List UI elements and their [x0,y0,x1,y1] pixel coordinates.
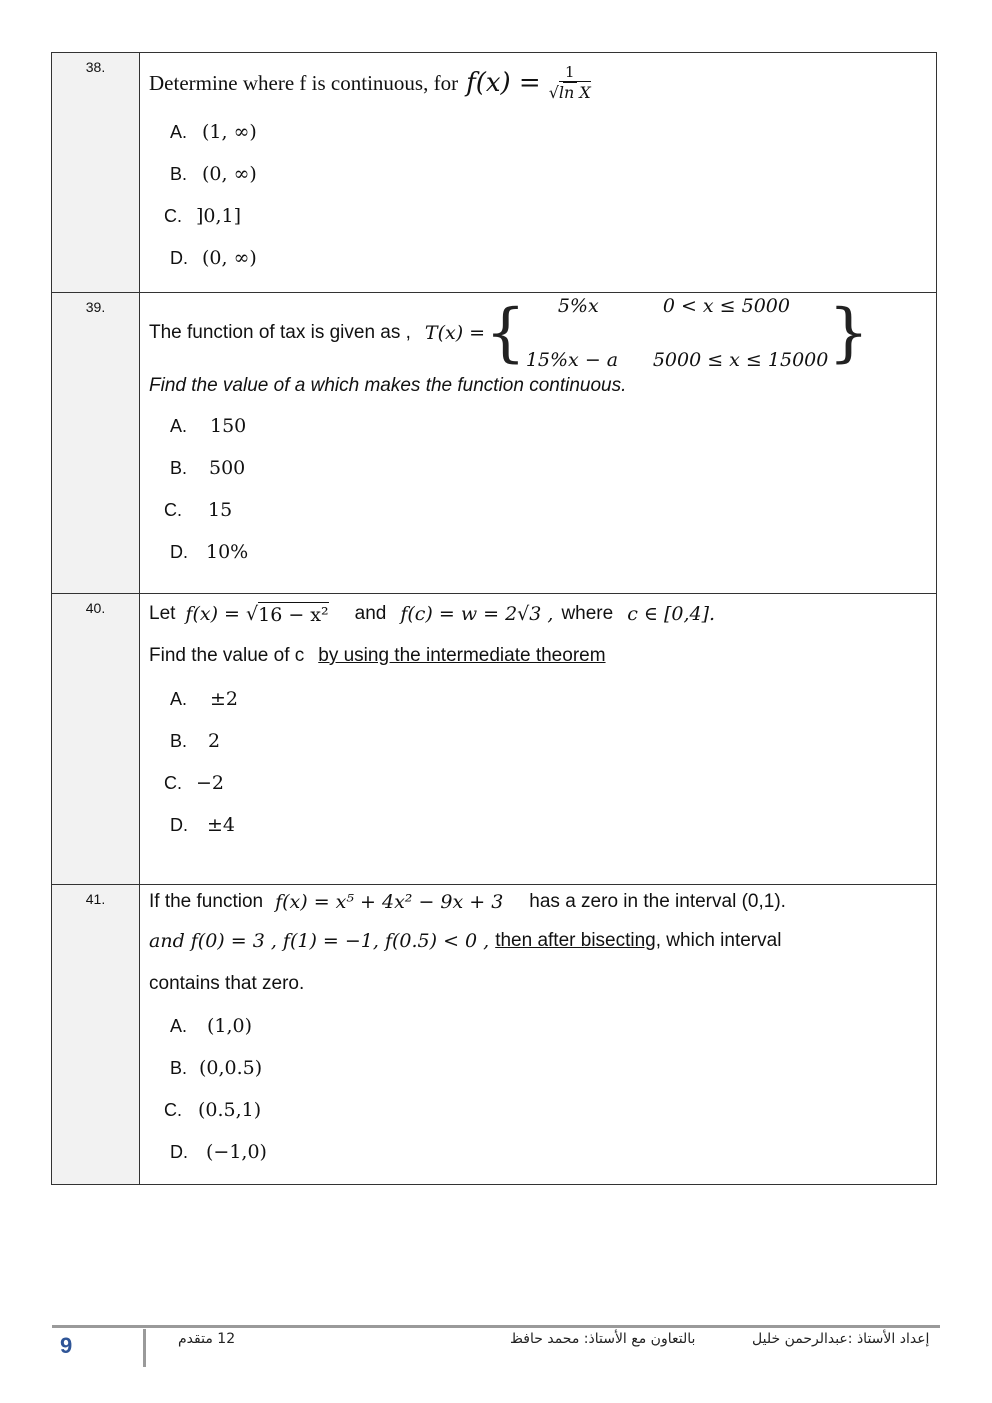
question-row [52,594,937,885]
piecewise-rows [526,292,829,374]
question-row [52,53,937,293]
question-body [140,53,937,293]
option-value: 500 [209,457,246,479]
question-body [140,594,937,885]
question-number: 38. [52,53,140,293]
option-d[interactable] [170,237,928,279]
question-stem [149,885,928,919]
fraction [549,64,591,103]
line-tail: has a zero in the interval (0,1). [529,891,786,912]
option-value: (0, ∞) [202,163,257,185]
piece-cond: 0 < x ≤ 5000 [662,295,790,317]
option-d[interactable] [170,804,928,846]
piece-expr: 15%x − a [525,349,619,371]
radicand: ln X [558,82,591,102]
page-number: 9 [60,1333,73,1358]
footer-collaboration: بالتعاون مع الأستاذ: محمد حافظ [510,1331,696,1347]
option-value: 2 [208,730,221,752]
question-body [140,293,937,594]
option-a[interactable] [170,1005,928,1047]
question-line-2 [149,919,928,963]
option-value: 150 [210,415,247,437]
option-value: ±2 [210,688,239,710]
questions-table [51,52,937,1185]
stem-math: f(x) = x⁵ + 4x² − 9x + 3 [275,891,504,913]
line-math: and f(0) = 3 , f(1) = −1, f(0.5) < 0 , [149,930,490,952]
piece-expr: 5%x [557,295,599,317]
option-value: (1, ∞) [202,121,257,143]
option-label: B. [170,1057,188,1078]
option-label: B. [170,163,188,184]
option-label: C. [164,499,182,520]
footer-rule [52,1325,940,1328]
option-value: ]0,1] [196,205,242,227]
option-b[interactable] [170,153,928,195]
underlined-text: then after bisecting [495,930,656,951]
fraction-denominator: √ln X [548,82,591,102]
option-label: D. [170,1141,188,1162]
question-line-2 [149,634,928,678]
fraction-numerator: 1 [564,62,575,81]
underlined-text: by using the intermediate theorem [318,645,606,666]
option-d[interactable] [170,1131,928,1173]
option-label: D. [170,814,188,835]
stem-fc: f(c) = w = 2√3 , [400,603,554,625]
piece-cond: 5000 ≤ x ≤ 15000 [652,349,829,371]
question-body [140,885,937,1185]
option-a[interactable] [170,111,928,153]
option-label: B. [170,457,188,478]
question-stem [149,293,928,373]
option-label: C. [164,205,182,226]
option-value: (0,0.5) [199,1057,263,1079]
piece-row [526,292,829,320]
piecewise-function [485,292,869,374]
stem-math: f(x) = [466,68,541,98]
option-label: B. [170,730,188,751]
option-label: D. [170,247,188,268]
stem-math: T(x) = [424,322,486,344]
option-value: −2 [196,772,225,794]
line-text: Find the value of c [149,645,305,666]
stem-text: Determine where f is continuous, for [149,71,459,95]
option-b[interactable] [170,720,928,762]
option-label: C. [164,772,182,793]
option-value: (0, ∞) [202,247,257,269]
line-text: If the function [149,891,264,912]
option-label: A. [170,121,188,142]
option-a[interactable] [170,405,928,447]
option-value: 15 [208,499,233,521]
option-label: D. [170,541,188,562]
right-brace-icon: } [828,296,870,370]
question-stem [149,55,928,111]
option-c[interactable] [164,195,928,237]
stem-let: Let [149,603,176,624]
stem-and: and [354,603,387,624]
option-c[interactable] [164,762,928,804]
option-c[interactable] [164,489,928,531]
option-c[interactable] [164,1089,928,1131]
footer-author: إعداد الأستاذ :عبدالرحمن خليل [752,1331,930,1347]
option-b[interactable] [170,1047,928,1089]
option-value: ±4 [207,814,236,836]
option-label: A. [170,1015,188,1036]
option-label: A. [170,415,188,436]
option-value: (−1,0) [206,1141,267,1163]
option-value: (1,0) [207,1015,253,1037]
question-number: 41. [52,885,140,1185]
stem-text: The function of tax is given as , [149,322,411,343]
footer-grade: 12 متقدم [178,1331,236,1347]
option-value: 10% [206,541,249,563]
stem-radicand: 16 − x² [258,604,329,626]
option-value: (0.5,1) [198,1099,262,1121]
question-stem [149,594,928,634]
stem-where: where [561,603,614,624]
question-number: 39. [52,293,140,594]
option-label: C. [164,1099,182,1120]
footer-separator [143,1329,146,1367]
option-d[interactable] [170,531,928,573]
piece-row [526,346,829,374]
stem-domain: c ∈ [0,4]. [627,603,716,625]
option-b[interactable] [170,447,928,489]
question-number: 40. [52,594,140,885]
stem-fx: f(x) = √ [185,603,259,625]
option-label: A. [170,688,188,709]
question-line-3: contains that zero. [149,973,305,994]
option-a[interactable] [170,678,928,720]
left-brace-icon: { [485,296,526,370]
question-row [52,885,937,1185]
question-row [52,293,937,594]
question-instruction: Find the value of a which makes the function continuous. [149,375,627,396]
line-tail: , which interval [655,930,782,951]
